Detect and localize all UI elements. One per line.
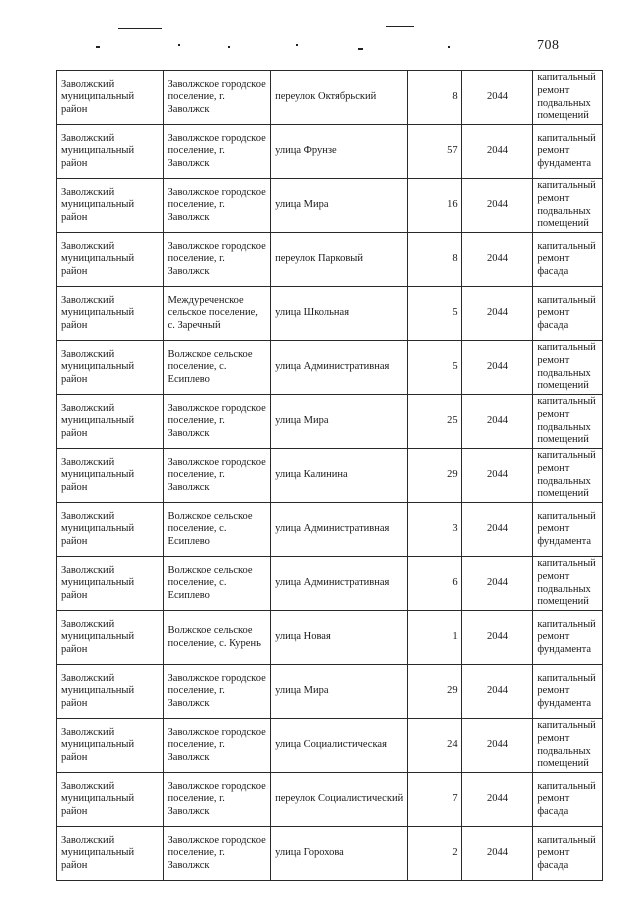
scan-mark bbox=[96, 46, 100, 48]
table-row bbox=[57, 503, 603, 557]
house-number-cell: 29 bbox=[408, 449, 461, 503]
settlement-cell: Междуреченское сельское поселение, с. Заречный bbox=[163, 287, 271, 341]
work-type-cell: капитальный ремонт подвальных помещений bbox=[533, 71, 603, 125]
registry-table-body bbox=[57, 71, 603, 881]
street-cell: улица Фрунзе bbox=[271, 125, 408, 179]
district-cell: Заволжский муниципальный район bbox=[57, 179, 164, 233]
year-cell: 2044 bbox=[461, 71, 533, 125]
district-cell: Заволжский муниципальный район bbox=[57, 503, 164, 557]
house-number-cell: 24 bbox=[408, 719, 461, 773]
scan-mark bbox=[118, 28, 162, 29]
settlement-cell: Заволжское городское поселение, г. Заволжск bbox=[163, 665, 271, 719]
registry-table bbox=[56, 70, 603, 881]
house-number-cell: 5 bbox=[408, 287, 461, 341]
house-number-cell: 25 bbox=[408, 395, 461, 449]
year-cell: 2044 bbox=[461, 287, 533, 341]
street-cell: улица Административная bbox=[271, 341, 408, 395]
house-number-cell: 6 bbox=[408, 557, 461, 611]
house-number-cell: 2 bbox=[408, 827, 461, 881]
scan-mark bbox=[448, 46, 450, 48]
year-cell: 2044 bbox=[461, 557, 533, 611]
year-cell: 2044 bbox=[461, 773, 533, 827]
house-number-cell: 8 bbox=[408, 233, 461, 287]
year-cell: 2044 bbox=[461, 611, 533, 665]
house-number-cell: 57 bbox=[408, 125, 461, 179]
table-row bbox=[57, 557, 603, 611]
street-cell: улица Административная bbox=[271, 557, 408, 611]
district-cell: Заволжский муниципальный район bbox=[57, 557, 164, 611]
work-type-cell: капитальный ремонт подвальных помещений bbox=[533, 449, 603, 503]
table-row bbox=[57, 827, 603, 881]
scan-mark bbox=[358, 48, 363, 50]
street-cell: улица Мира bbox=[271, 395, 408, 449]
street-cell: улица Административная bbox=[271, 503, 408, 557]
settlement-cell: Волжское сельское поселение, с. Есиплево bbox=[163, 503, 271, 557]
house-number-cell: 1 bbox=[408, 611, 461, 665]
table-row bbox=[57, 611, 603, 665]
table-row bbox=[57, 233, 603, 287]
district-cell: Заволжский муниципальный район bbox=[57, 773, 164, 827]
settlement-cell: Заволжское городское поселение, г. Заволжск bbox=[163, 125, 271, 179]
table-row bbox=[57, 773, 603, 827]
house-number-cell: 29 bbox=[408, 665, 461, 719]
year-cell: 2044 bbox=[461, 125, 533, 179]
table-row bbox=[57, 395, 603, 449]
house-number-cell: 8 bbox=[408, 71, 461, 125]
table-row bbox=[57, 179, 603, 233]
house-number-cell: 7 bbox=[408, 773, 461, 827]
year-cell: 2044 bbox=[461, 665, 533, 719]
work-type-cell: капитальный ремонт фасада bbox=[533, 773, 603, 827]
table-row bbox=[57, 71, 603, 125]
work-type-cell: капитальный ремонт подвальных помещений bbox=[533, 719, 603, 773]
district-cell: Заволжский муниципальный район bbox=[57, 665, 164, 719]
year-cell: 2044 bbox=[461, 827, 533, 881]
district-cell: Заволжский муниципальный район bbox=[57, 125, 164, 179]
district-cell: Заволжский муниципальный район bbox=[57, 611, 164, 665]
street-cell: улица Мира bbox=[271, 665, 408, 719]
settlement-cell: Заволжское городское поселение, г. Заволжск bbox=[163, 449, 271, 503]
table-row bbox=[57, 125, 603, 179]
district-cell: Заволжский муниципальный район bbox=[57, 395, 164, 449]
district-cell: Заволжский муниципальный район bbox=[57, 233, 164, 287]
year-cell: 2044 bbox=[461, 719, 533, 773]
street-cell: улица Новая bbox=[271, 611, 408, 665]
district-cell: Заволжский муниципальный район bbox=[57, 719, 164, 773]
work-type-cell: капитальный ремонт подвальных помещений bbox=[533, 557, 603, 611]
settlement-cell: Заволжское городское поселение, г. Заволжск bbox=[163, 827, 271, 881]
work-type-cell: капитальный ремонт подвальных помещений bbox=[533, 179, 603, 233]
district-cell: Заволжский муниципальный район bbox=[57, 449, 164, 503]
scan-mark bbox=[386, 26, 414, 27]
house-number-cell: 5 bbox=[408, 341, 461, 395]
year-cell: 2044 bbox=[461, 395, 533, 449]
year-cell: 2044 bbox=[461, 503, 533, 557]
year-cell: 2044 bbox=[461, 449, 533, 503]
district-cell: Заволжский муниципальный район bbox=[57, 827, 164, 881]
work-type-cell: капитальный ремонт фундамента bbox=[533, 125, 603, 179]
work-type-cell: капитальный ремонт фасада bbox=[533, 827, 603, 881]
table-row bbox=[57, 341, 603, 395]
settlement-cell: Заволжское городское поселение, г. Заволжск bbox=[163, 179, 271, 233]
house-number-cell: 16 bbox=[408, 179, 461, 233]
page-number: 708 bbox=[537, 38, 560, 53]
district-cell: Заволжский муниципальный район bbox=[57, 341, 164, 395]
year-cell: 2044 bbox=[461, 179, 533, 233]
table-row bbox=[57, 665, 603, 719]
street-cell: переулок Социалистический bbox=[271, 773, 408, 827]
settlement-cell: Заволжское городское поселение, г. Заволжск bbox=[163, 395, 271, 449]
street-cell: переулок Октябрьский bbox=[271, 71, 408, 125]
settlement-cell: Волжское сельское поселение, с. Есиплево bbox=[163, 557, 271, 611]
street-cell: улица Калинина bbox=[271, 449, 408, 503]
table-row bbox=[57, 287, 603, 341]
work-type-cell: капитальный ремонт фундамента bbox=[533, 611, 603, 665]
work-type-cell: капитальный ремонт фасада bbox=[533, 287, 603, 341]
house-number-cell: 3 bbox=[408, 503, 461, 557]
district-cell: Заволжский муниципальный район bbox=[57, 287, 164, 341]
settlement-cell: Заволжское городское поселение, г. Заволжск bbox=[163, 71, 271, 125]
work-type-cell: капитальный ремонт фундамента bbox=[533, 503, 603, 557]
scan-mark bbox=[228, 46, 230, 48]
work-type-cell: капитальный ремонт подвальных помещений bbox=[533, 395, 603, 449]
settlement-cell: Волжское сельское поселение, с. Есиплево bbox=[163, 341, 271, 395]
street-cell: переулок Парковый bbox=[271, 233, 408, 287]
table-row bbox=[57, 719, 603, 773]
settlement-cell: Заволжское городское поселение, г. Заволжск bbox=[163, 773, 271, 827]
year-cell: 2044 bbox=[461, 341, 533, 395]
street-cell: улица Горохова bbox=[271, 827, 408, 881]
work-type-cell: капитальный ремонт подвальных помещений bbox=[533, 341, 603, 395]
street-cell: улица Мира bbox=[271, 179, 408, 233]
street-cell: улица Социалистическая bbox=[271, 719, 408, 773]
street-cell: улица Школьная bbox=[271, 287, 408, 341]
settlement-cell: Волжское сельское поселение, с. Курень bbox=[163, 611, 271, 665]
table-row bbox=[57, 449, 603, 503]
settlement-cell: Заволжское городское поселение, г. Заволжск bbox=[163, 233, 271, 287]
work-type-cell: капитальный ремонт фундамента bbox=[533, 665, 603, 719]
settlement-cell: Заволжское городское поселение, г. Заволжск bbox=[163, 719, 271, 773]
district-cell: Заволжский муниципальный район bbox=[57, 71, 164, 125]
year-cell: 2044 bbox=[461, 233, 533, 287]
scan-mark bbox=[178, 44, 180, 46]
scan-mark bbox=[296, 44, 298, 46]
work-type-cell: капитальный ремонт фасада bbox=[533, 233, 603, 287]
